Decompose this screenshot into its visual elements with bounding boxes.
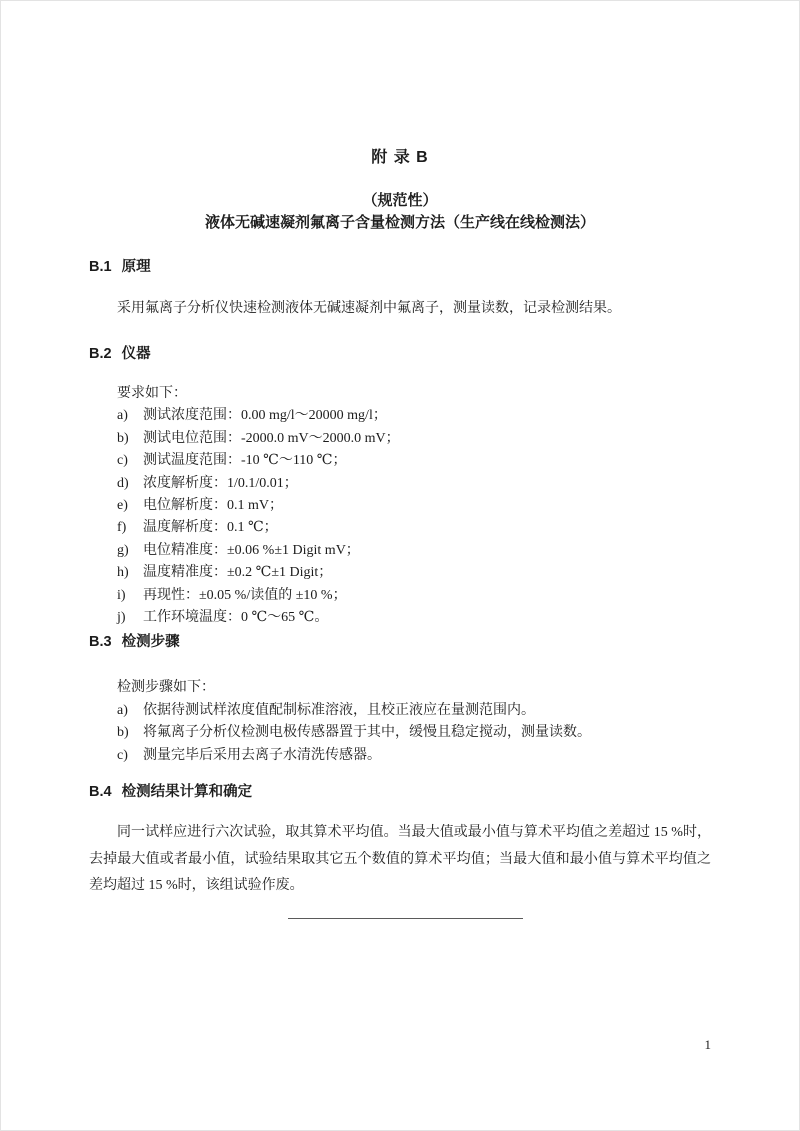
list-item-text: 工作环境温度：0 ℃～65 ℃。 — [143, 610, 329, 626]
list-item-text: 温度解析度：0.1 ℃； — [143, 520, 278, 536]
section-heading-b3 — [89, 633, 711, 651]
list-item-marker: g) — [117, 542, 129, 558]
list-item — [89, 473, 711, 495]
list-item — [89, 495, 711, 517]
list-item-marker: d) — [117, 475, 129, 491]
list-item-text: 浓度解析度：1/0.1/0.01； — [143, 475, 298, 491]
section-heading-b1 — [89, 258, 711, 276]
section-number: B.1 — [89, 259, 112, 275]
list-item-text: 测量完毕后采用去离子水清洗传感器。 — [143, 747, 381, 763]
list-item-text: 电位精准度：±0.06 %±1 Digit mV； — [143, 542, 360, 558]
section-b4-paragraph: 同一试样应进行六次试验，取其算术平均值。当最大值或最小值与算术平均值之差超过 15 %时，去掉最大值或者最小值，试验结果取其它五个数值的算术平均值；当最大值和最小值与算术平均值之差均超过 15 %时，该组试验作废。 — [89, 825, 711, 894]
list-item-marker: e) — [117, 498, 128, 514]
list-item — [89, 722, 711, 744]
page-number: 1 — [704, 1037, 711, 1052]
section-b3-list — [89, 677, 711, 767]
list-item-marker: b) — [117, 430, 129, 446]
list-item-text: 再现性：±0.05 %/读值的 ±10 %； — [143, 587, 347, 603]
section-title: 检测结果计算和确定 — [121, 784, 253, 801]
list-item-marker: h) — [117, 565, 129, 581]
section-b2-list — [89, 383, 711, 629]
list-item-marker: a) — [117, 702, 128, 718]
list-item — [89, 517, 711, 539]
list-item-text: 测试电位范围：-2000.0 mV～2000.0 mV； — [143, 430, 400, 446]
normative-label: （规范性） — [362, 192, 438, 209]
section-b1-paragraph: 采用氟离子分析仪快速检测液体无碱速凝剂中氟离子，测量读数，记录检测结果。 — [117, 301, 621, 316]
list-item-text: 将氟离子分析仪检测电极传感器置于其中，缓慢且稳定搅动，测量读数。 — [143, 725, 591, 741]
list-item — [89, 585, 711, 607]
list-item-text: 温度精准度：±0.2 ℃±1 Digit； — [143, 565, 333, 581]
list-item-marker: f) — [117, 520, 127, 536]
section-title: 检测步骤 — [121, 634, 180, 651]
list-item-marker: b) — [117, 725, 129, 741]
list-item-marker: j) — [117, 610, 126, 626]
section-heading-b4 — [89, 783, 711, 801]
section-title: 仪器 — [121, 346, 151, 362]
list-intro: 要求如下： — [117, 386, 187, 401]
list-item — [89, 428, 711, 450]
section-number: B.4 — [89, 784, 112, 801]
section-number: B.3 — [89, 634, 112, 651]
list-item — [89, 607, 711, 629]
document-subtitle: 液体无碱速凝剂氟离子含量检测方法（生产线在线检测法） — [204, 214, 595, 231]
list-item-marker: a) — [117, 408, 128, 424]
appendix-title: 附 录 B — [371, 149, 429, 166]
list-item — [89, 745, 711, 767]
end-divider — [288, 918, 523, 919]
list-item — [89, 700, 711, 722]
list-intro: 检测步骤如下： — [117, 680, 215, 696]
section-title: 原理 — [121, 259, 151, 275]
list-item-marker: c) — [117, 747, 128, 763]
list-item-marker: i) — [117, 587, 126, 603]
document-content — [1, 1, 799, 919]
list-item — [89, 562, 711, 584]
list-item — [89, 450, 711, 472]
section-number: B.2 — [89, 346, 112, 362]
list-item-text: 测试温度范围：-10 ℃～110 ℃； — [143, 453, 347, 469]
list-item — [89, 405, 711, 427]
list-item-text: 测试浓度范围：0.00 mg/l～20000 mg/l； — [143, 408, 387, 424]
list-item-text: 依据待测试样浓度值配制标准溶液，且校正液应在量测范围内。 — [143, 702, 535, 718]
list-item-text: 电位解析度：0.1 mV； — [143, 498, 283, 514]
list-item-marker: c) — [117, 453, 128, 469]
list-item — [89, 540, 711, 562]
section-heading-b2 — [89, 345, 711, 363]
